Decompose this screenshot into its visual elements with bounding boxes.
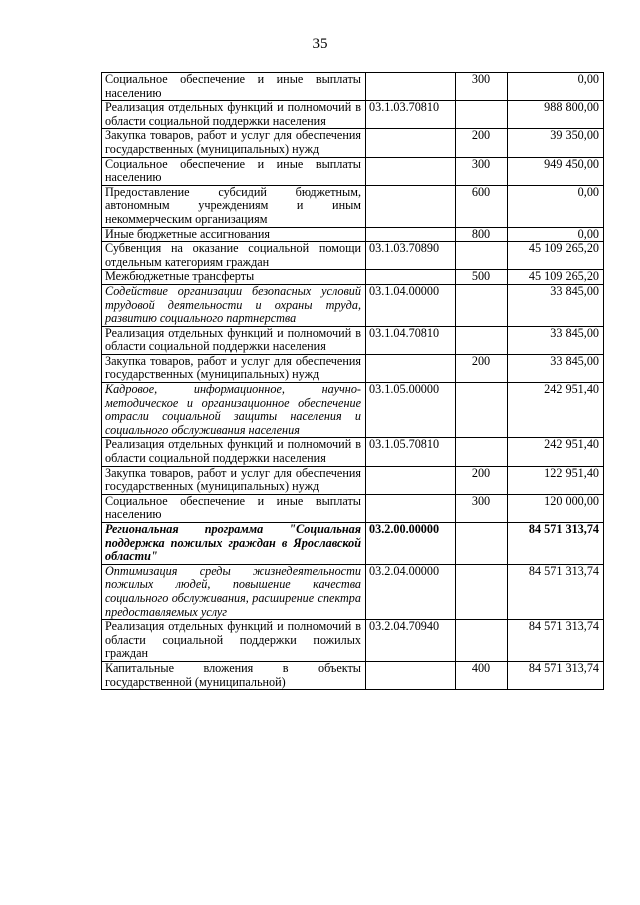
- amount-cell: 33 845,00: [508, 326, 604, 354]
- expense-type-cell: 200: [456, 466, 508, 494]
- target-code-cell: [366, 354, 456, 382]
- item-name-cell: Социальное обеспечение и иные выплаты населению: [102, 494, 366, 522]
- amount-cell: 33 845,00: [508, 354, 604, 382]
- table-row: [102, 523, 604, 565]
- amount-cell: 45 109 265,20: [508, 270, 604, 285]
- item-name-cell: Предоставление субсидий бюджетным, автономным учреждениям и иным некоммерческим организациям: [102, 185, 366, 227]
- amount-cell: 45 109 265,20: [508, 242, 604, 270]
- amount-cell: 0,00: [508, 227, 604, 242]
- table-row: [102, 73, 604, 101]
- table-row: [102, 129, 604, 157]
- table-row: [102, 227, 604, 242]
- amount-cell: 949 450,00: [508, 157, 604, 185]
- expense-type-cell: [456, 101, 508, 129]
- item-name-cell: Социальное обеспечение и иные выплаты населению: [102, 157, 366, 185]
- expense-type-cell: 200: [456, 354, 508, 382]
- target-code-cell: 03.2.00.00000: [366, 523, 456, 565]
- expense-type-cell: 300: [456, 73, 508, 101]
- item-name-cell: Региональная программа "Социальная поддержка пожилых граждан в Ярославской области": [102, 523, 366, 565]
- table-row: [102, 438, 604, 466]
- expense-type-cell: [456, 564, 508, 619]
- amount-cell: 84 571 313,74: [508, 661, 604, 689]
- table-row: [102, 185, 604, 227]
- amount-cell: 120 000,00: [508, 494, 604, 522]
- table-row: [102, 494, 604, 522]
- table-row: [102, 620, 604, 662]
- expense-type-cell: [456, 284, 508, 326]
- expense-type-cell: [456, 523, 508, 565]
- table-row: [102, 466, 604, 494]
- item-name-cell: Социальное обеспечение и иные выплаты населению: [102, 73, 366, 101]
- item-name-cell: Субвенция на оказание социальной помощи отдельным категориям граждан: [102, 242, 366, 270]
- amount-cell: 122 951,40: [508, 466, 604, 494]
- expense-type-cell: 800: [456, 227, 508, 242]
- item-name-cell: Иные бюджетные ассигнования: [102, 227, 366, 242]
- table-row: [102, 383, 604, 438]
- item-name-cell: Закупка товаров, работ и услуг для обеспечения государственных (муниципальных) нужд: [102, 354, 366, 382]
- table-row: [102, 326, 604, 354]
- item-name-cell: Реализация отдельных функций и полномочий в области социальной поддержки населения: [102, 101, 366, 129]
- expense-type-cell: 200: [456, 129, 508, 157]
- target-code-cell: 03.1.04.00000: [366, 284, 456, 326]
- item-name-cell: Содействие организации безопасных условий трудовой деятельности и охраны труда, развитию социального партнерства: [102, 284, 366, 326]
- expense-type-cell: 500: [456, 270, 508, 285]
- page-number: 35: [312, 36, 328, 52]
- amount-cell: 84 571 313,74: [508, 620, 604, 662]
- target-code-cell: 03.1.04.70810: [366, 326, 456, 354]
- target-code-cell: 03.2.04.70940: [366, 620, 456, 662]
- amount-cell: 242 951,40: [508, 383, 604, 438]
- item-name-cell: Межбюджетные трансферты: [102, 270, 366, 285]
- amount-cell: 0,00: [508, 73, 604, 101]
- amount-cell: 242 951,40: [508, 438, 604, 466]
- item-name-cell: Кадровое, информационное, научно-методическое и организационное обеспечение отрасли социальной защиты населения и социального обслуживания населения: [102, 383, 366, 438]
- item-name-cell: Реализация отдельных функций и полномочий в области социальной поддержки населения: [102, 326, 366, 354]
- expense-type-cell: [456, 620, 508, 662]
- expense-type-cell: [456, 242, 508, 270]
- amount-cell: 84 571 313,74: [508, 523, 604, 565]
- expense-type-cell: 400: [456, 661, 508, 689]
- item-name-cell: Реализация отдельных функций и полномочий в области социальной поддержки населения: [102, 438, 366, 466]
- target-code-cell: 03.1.05.70810: [366, 438, 456, 466]
- table-row: [102, 270, 604, 285]
- target-code-cell: [366, 466, 456, 494]
- target-code-cell: 03.2.04.00000: [366, 564, 456, 619]
- table-row: [102, 354, 604, 382]
- amount-cell: 0,00: [508, 185, 604, 227]
- target-code-cell: [366, 661, 456, 689]
- expense-type-cell: 600: [456, 185, 508, 227]
- target-code-cell: [366, 157, 456, 185]
- budget-table: [101, 72, 604, 690]
- target-code-cell: [366, 227, 456, 242]
- target-code-cell: [366, 129, 456, 157]
- target-code-cell: 03.1.03.70810: [366, 101, 456, 129]
- item-name-cell: Реализация отдельных функций и полномочий в области социальной поддержки пожилых граждан: [102, 620, 366, 662]
- table-row: [102, 101, 604, 129]
- amount-cell: 33 845,00: [508, 284, 604, 326]
- table-row: [102, 661, 604, 689]
- target-code-cell: 03.1.03.70890: [366, 242, 456, 270]
- expense-type-cell: 300: [456, 494, 508, 522]
- target-code-cell: [366, 494, 456, 522]
- item-name-cell: Оптимизация среды жизнедеятельности пожилых людей, повышение качества социального обслуживания, расширение спектра предоставляемых услуг: [102, 564, 366, 619]
- target-code-cell: 03.1.05.00000: [366, 383, 456, 438]
- item-name-cell: Закупка товаров, работ и услуг для обеспечения государственных (муниципальных) нужд: [102, 129, 366, 157]
- table-row: [102, 242, 604, 270]
- expense-type-cell: [456, 383, 508, 438]
- budget-table-body: [102, 73, 604, 690]
- target-code-cell: [366, 73, 456, 101]
- target-code-cell: [366, 185, 456, 227]
- table-row: [102, 284, 604, 326]
- table-row: [102, 564, 604, 619]
- amount-cell: 988 800,00: [508, 101, 604, 129]
- expense-type-cell: 300: [456, 157, 508, 185]
- target-code-cell: [366, 270, 456, 285]
- amount-cell: 84 571 313,74: [508, 564, 604, 619]
- item-name-cell: Закупка товаров, работ и услуг для обеспечения государственных (муниципальных) нужд: [102, 466, 366, 494]
- expense-type-cell: [456, 438, 508, 466]
- amount-cell: 39 350,00: [508, 129, 604, 157]
- table-row: [102, 157, 604, 185]
- item-name-cell: Капитальные вложения в объекты государственной (муниципальной): [102, 661, 366, 689]
- expense-type-cell: [456, 326, 508, 354]
